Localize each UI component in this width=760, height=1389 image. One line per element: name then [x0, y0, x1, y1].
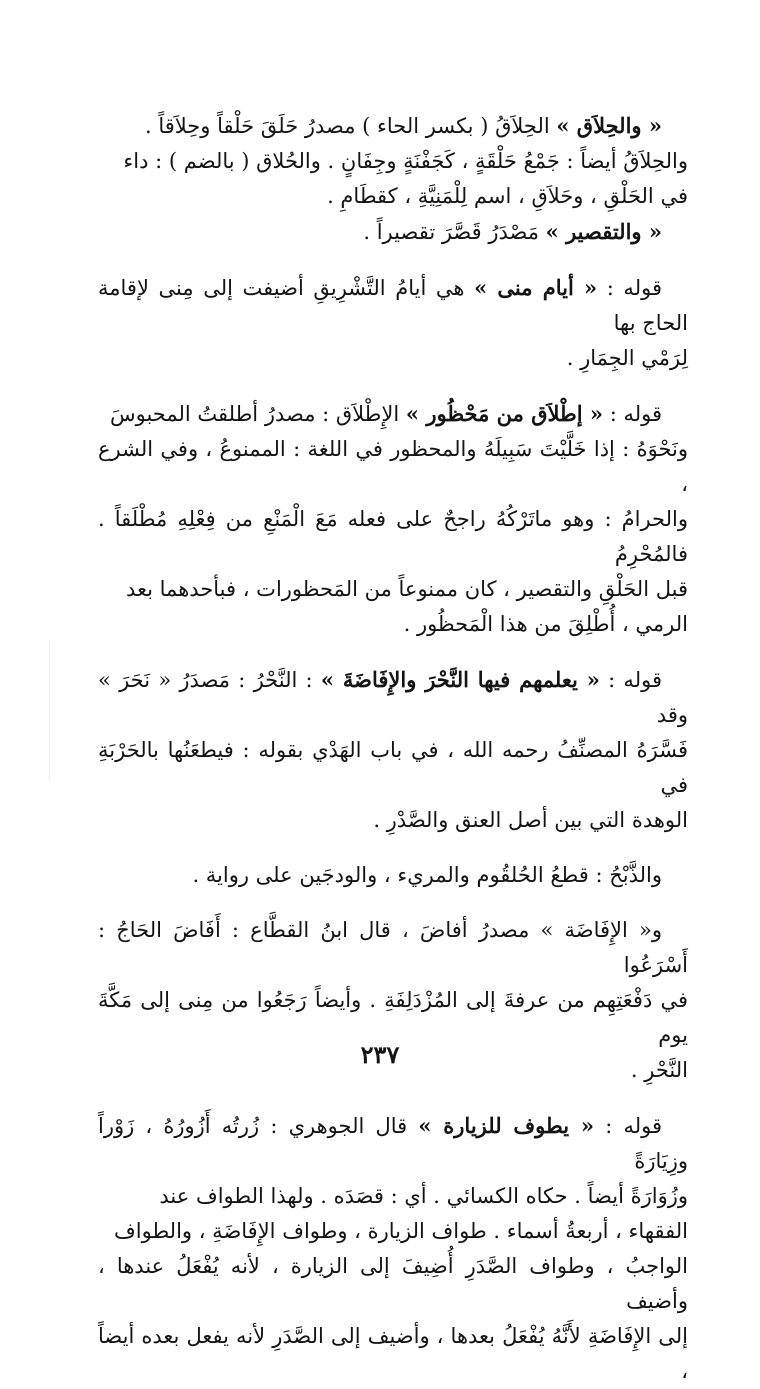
itlaq-line-4: قبل الحَلْقِ والتقصير ، كان ممنوعاً من المَحظورات ، فبأحدهما بعد — [125, 577, 688, 601]
page-number: ٢٣٧ — [360, 1040, 400, 1069]
ifada-line-2: في دَفْعَتِهِم من عرفةَ إلى المُزْدَلِفَةِ . وأيضاً رَجَعُوا من مِنى إلى مَكَّةَ يوم — [98, 988, 688, 1047]
paragraph-nahr — [98, 662, 688, 838]
mina-line-2: لِرَمْي الجِمَارِ . — [566, 346, 688, 370]
ziyara-line-1: قال الجوهري : زُرتُه أَزُورُهُ ، زَوْراً وزِيَارَةً — [98, 1114, 688, 1173]
itlaq-line-2: ونَحْوَهُ : إذا خَلَّيْتَ سَبِيلَهُ والمحظور في اللغة : الممنوعُ ، وفي الشرع ، — [98, 437, 688, 496]
term-nahr: « يعلمهم فيها النَّحْرَ والإِفَاضَةَ » — [320, 667, 600, 692]
term-itlaq: « إطْلاَق من مَحْظُور » — [405, 401, 604, 426]
halaq-line-3: في الحَلْقِ ، وحَلاَقِ ، اسم لِلْمَنِيَّةِ ، كقطَامِ . — [327, 184, 688, 208]
term-taqsir: « والتقصير » — [545, 219, 662, 244]
halaq-line-2: والحِلاَقُ أيضاً : جَمْعُ حَلْقَةٍ ، كَجَفْنَةٍ وجِفَانٍ . والحُلاق ( بالضم ) : داء — [123, 149, 688, 173]
paragraph-taqsir — [98, 214, 688, 250]
itlaq-line-5: الرمي ، أُطْلِقَ من هذا الْمَحظُور . — [403, 612, 688, 636]
paragraph-itlaq — [98, 396, 688, 642]
paragraph-mina — [98, 270, 688, 376]
itlaq-line-1: الإِطْلاَق : مصدرُ أطلقتُ المحبوسَ — [109, 402, 406, 426]
mina-line-1: هي أيامُ التَّشْرِيقِ أضيفت إلى مِنى لإقامة الحاج بها — [98, 276, 688, 335]
nahr-line-1: : النَّحْرُ : مَصدَرُ « نَحَرَ » وقد — [98, 668, 688, 727]
ifada-line-3: النَّحْرِ . — [630, 1058, 688, 1082]
term-mina: « أيام منى » — [474, 275, 598, 300]
paragraph-dhabh — [98, 858, 688, 893]
ziyara-line-2: وزُوَارَةً أيضاً . حكاه الكسائي . أي : قصَدَه . ولهذا الطواف عند — [159, 1184, 688, 1208]
lead-itlaq: قوله : — [603, 402, 662, 426]
book-page — [98, 108, 688, 1383]
ziyara-line-4: الواجبُ ، وطواف الصَّدَرِ أُضِيفَ إلى الزيارة ، لأنه يُفْعَلُ عندها ، وأضيف — [98, 1254, 688, 1313]
lead-mina: قوله : — [597, 276, 662, 300]
term-halaq: « والحِلاَق » — [556, 113, 662, 138]
ziyara-line-5: إلى الإِفَاضَةِ لأَنَّهُ يُفْعَلُ بعدها ، وأضيف إلى الصَّدَرِ لأنه يفعل بعده أيضاً ، — [98, 1324, 688, 1383]
dhabh-text: والذَّبْحُ : قطعُ الحُلقُوم والمريء ، والودجَين على رواية . — [192, 863, 662, 887]
paragraph-halaq — [98, 108, 688, 214]
lead-ziyara: قوله : — [594, 1114, 662, 1138]
ziyara-line-3: الفقهاء ، أربعةُ أسماء . طواف الزيارة ، وطواف الإِفَاضَةِ ، والطواف — [114, 1219, 688, 1243]
paragraph-ziyara — [98, 1108, 688, 1389]
taqsir-text: مَصْدَرُ قَصَّرَ تقصيراً . — [363, 220, 546, 244]
nahr-line-2: فَسَّرَهُ المصنِّفُ رحمه الله ، في باب الهَدْي بقوله : فيطعَنُها بالحَرْبَةِ في — [98, 738, 688, 797]
ifada-line-1: و« الإِفَاضَة » مصدرُ أفاضَ ، قال ابنُ القطَّاع : أَفَاضَ الحَاجُ : أَسْرَعُوا — [98, 918, 688, 977]
scan-margin-mark — [49, 640, 50, 780]
halaq-line-1: الحِلاَقُ ( بكسر الحاء ) مصدرُ حَلَقَ حَلْقاً وحِلاَقاً . — [144, 114, 557, 138]
lead-nahr: قوله : — [599, 668, 662, 692]
itlaq-line-3: والحرامُ : وهو ماتَرْكُهُ راجحٌ على فعله مَعَ الْمَنْعِ من فِعْلِهِ مُطْلَقاً . فالمُحْرِمُ — [98, 507, 688, 566]
term-ziyara: « يطوف للزيارة » — [418, 1113, 595, 1138]
nahr-line-3: الوهدة التي بين أصل العنق والصَّدْرِ . — [373, 808, 688, 832]
